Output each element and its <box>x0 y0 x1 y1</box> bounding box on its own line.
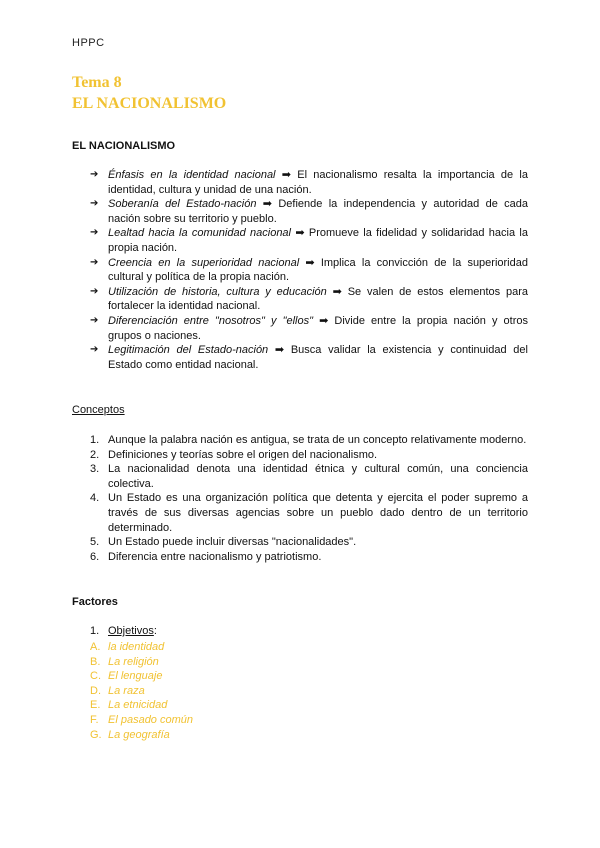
arrow-bullet-icon: ➔ <box>90 256 99 268</box>
title-line-2: EL NACIONALISMO <box>72 95 227 112</box>
objetivos-item <box>90 625 157 637</box>
characteristic-text <box>108 226 528 255</box>
right-arrow-icon: ➡ <box>313 314 335 327</box>
characteristic-description: Divide entre la propia nación y otros grupos o naciones. <box>108 314 528 342</box>
characteristic-item <box>90 197 528 226</box>
concepto-number: 2. <box>90 448 100 461</box>
characteristic-text <box>108 343 528 372</box>
objetivo-factor-letter: A. <box>90 641 101 653</box>
objetivo-factor-letter: F. <box>90 713 99 726</box>
section-heading-nacionalismo: EL NACIONALISMO <box>72 140 176 152</box>
right-arrow-icon: ➡ <box>268 344 291 357</box>
concepto-item <box>90 433 528 448</box>
objetivo-factor-item <box>90 728 193 743</box>
conceptos-list <box>90 433 528 564</box>
page-header: HPPC <box>72 37 105 49</box>
characteristic-text <box>108 168 528 197</box>
concepto-text: Un Estado puede incluir diversas "nacionalidades". <box>108 536 357 549</box>
objetivo-factor-text: la identidad <box>108 641 165 653</box>
arrow-bullet-icon: ➔ <box>90 169 99 180</box>
concepto-item <box>90 550 528 565</box>
right-arrow-icon: ➡ <box>275 169 298 181</box>
objetivo-factor-item <box>90 698 193 713</box>
objetivos-colon: : <box>153 625 157 637</box>
concepto-text: Un Estado es una organización política que detenta y ejercita el poder supremo a través de sus diversas agencias sobre un pueblo dado dentro de un territorio determinado. <box>108 492 528 534</box>
characteristic-text <box>108 314 528 343</box>
objetivo-factor-text: El pasado común <box>108 713 193 726</box>
objetivos-sublist <box>90 640 193 742</box>
objetivo-factor-item <box>90 655 193 670</box>
concepto-item <box>90 491 528 535</box>
right-arrow-icon: ➡ <box>256 198 279 211</box>
characteristic-text <box>108 197 528 226</box>
right-arrow-icon: ➡ <box>299 256 321 269</box>
objetivo-factor-letter: C. <box>90 670 101 683</box>
arrow-bullet-icon: ➔ <box>90 227 99 239</box>
concepto-text: Definiciones y teorías sobre el origen del nacionalismo. <box>108 448 378 461</box>
characteristic-description: Busca validar la existencia y continuidad del Estado como entidad nacional. <box>108 344 528 371</box>
characteristic-term: Diferenciación entre "nosotros" y "ellos" <box>108 314 314 327</box>
characteristic-text <box>108 285 528 314</box>
concepto-item <box>90 535 528 550</box>
characteristic-item <box>90 226 528 255</box>
arrow-bullet-icon: ➔ <box>90 344 99 356</box>
objetivo-factor-text: La geografía <box>108 728 170 741</box>
objetivo-factor-text: La religión <box>108 655 159 668</box>
characteristic-term: Utilización de historia, cultura y educación <box>108 285 327 298</box>
arrow-bullet-icon: ➔ <box>90 285 99 297</box>
arrow-bullet-icon: ➔ <box>90 198 99 210</box>
objetivo-factor-item <box>90 713 193 728</box>
characteristic-term: Lealtad hacia la comunidad nacional <box>108 227 291 240</box>
concepto-number: 5. <box>90 536 100 549</box>
concepto-number: 3. <box>90 463 100 476</box>
section-heading-conceptos: Conceptos <box>72 404 125 416</box>
characteristic-term: Énfasis en la identidad nacional <box>108 169 276 181</box>
characteristic-item <box>90 343 528 372</box>
characteristics-list <box>90 168 528 372</box>
characteristic-term: Legitimación del Estado-nación <box>108 344 269 357</box>
objetivo-factor-letter: D. <box>90 684 101 697</box>
objetivos-label: Objetivos <box>108 625 154 637</box>
characteristic-item <box>90 168 528 197</box>
characteristic-item <box>90 256 528 285</box>
objetivo-factor-letter: G. <box>90 728 102 741</box>
arrow-bullet-icon: ➔ <box>90 314 99 326</box>
characteristic-text <box>108 256 528 285</box>
concepto-number: 6. <box>90 550 100 563</box>
characteristic-description: Se valen de estos elementos para fortalecer la identidad nacional. <box>108 285 529 313</box>
concepto-text: La nacionalidad denota una identidad étnica y cultural común, una conciencia colectiva. <box>108 463 528 490</box>
concepto-number: 1. <box>90 434 100 446</box>
concepto-text: Aunque la palabra nación es antigua, se trata de un concepto relativamente moderno. <box>108 434 527 446</box>
characteristic-item <box>90 314 528 343</box>
objetivo-factor-item <box>90 669 193 684</box>
characteristic-description: Implica la convicción de la superioridad cultural y política de la propia nación. <box>108 256 528 284</box>
objetivo-factor-text: La raza <box>108 684 145 697</box>
right-arrow-icon: ➡ <box>291 227 309 240</box>
objetivo-factor-text: La etnicidad <box>108 699 168 712</box>
concepto-item <box>90 448 528 463</box>
document-title <box>72 72 226 114</box>
objetivos-number: 1. <box>90 625 100 637</box>
concepto-text: Diferencia entre nacionalismo y patriotismo. <box>108 550 322 563</box>
objetivo-factor-text: El lenguaje <box>108 670 163 683</box>
characteristic-term: Soberanía del Estado-nación <box>108 198 257 211</box>
objetivo-factor-letter: E. <box>90 699 101 712</box>
characteristic-description: Defiende la independencia y autoridad de cada nación sobre su territorio y pueblo. <box>108 198 528 225</box>
characteristic-term: Creencia en la superioridad nacional <box>108 256 300 269</box>
characteristic-description: El nacionalismo resalta la importancia de la identidad, cultura y unidad de una nación. <box>108 169 528 196</box>
title-line-1: Tema 8 <box>72 74 122 91</box>
objetivo-factor-letter: B. <box>90 655 101 668</box>
objetivo-factor-item <box>90 684 193 699</box>
characteristic-description: Promueve la fidelidad y solidaridad hacia la propia nación. <box>108 227 528 254</box>
objetivo-factor-item <box>90 640 193 655</box>
concepto-item <box>90 462 528 491</box>
section-heading-factores: Factores <box>72 596 118 608</box>
concepto-number: 4. <box>90 492 100 505</box>
right-arrow-icon: ➡ <box>326 285 348 298</box>
characteristic-item <box>90 285 528 314</box>
